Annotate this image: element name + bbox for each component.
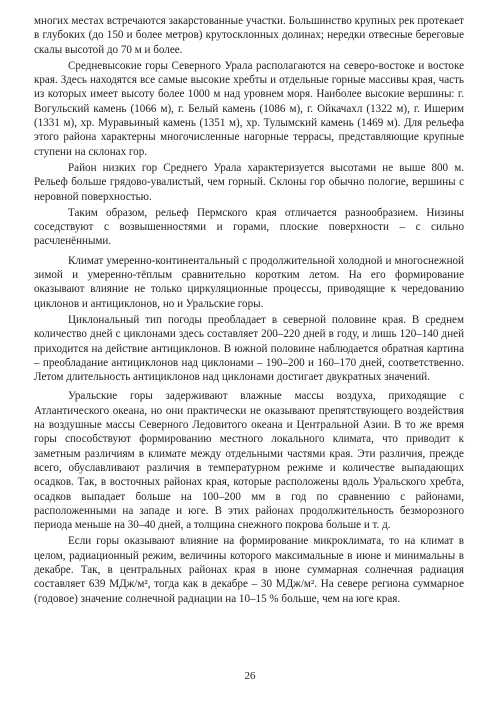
paragraph-cyclones: Циклональный тип погоды преобладает в северной половине края. В среднем количество дней с циклонами здесь составляет 200–220 дней в году, и лишь 120–140 дней приходится на действие антициклонов. В южной половине наблюдается обратная картина – преобладание антициклонов над циклонами – 190–200 и 160–170 дней, соответственно. Летом длительность антициклонов над циклонами достигает двукратных значений.	[34, 313, 464, 384]
page-number: 26	[244, 670, 256, 682]
paragraph-radiation: Если горы оказывают влияние на формирование микроклимата, то на климат в целом, радиационный режим, величины которого максимальные в июне и минимальны в декабре. Так, в центральных районах края в июне суммарная солнечная радиация составляет 639 МДж/м², тогда как в декабре – 30 МДж/м². На севере региона суммарное (годовое) значение солнечной радиации на 10–15 % больше, чем на юге края.	[34, 535, 464, 605]
paragraph-ural-mountains: Уральские горы задерживают влажные массы воздуха, приходящие с Атлантического океана, но они практически не оказывают препятствующего воздействия на воздушные массы Северного Ледовитого океана и Центральной Азии. В то же время горы способствуют формированию местного локального климата, что приводит к заметным различиям в климате между отдельными частями края. Эти различия, прежде всего, обуславливают различия в температурном режиме и количестве выпадающих осадков. Так, в восточных районах края, которые расположены вдоль Уральского хребта, осадков выпадает больше на 100–200 мм в год по сравнению с районами, расположенными на западе и юге. В этих районах продолжительность безморозного периода меньше на 30–40 дней, а толщина снежного покрова больше и т. д.	[34, 390, 464, 532]
paragraph-climate: Климат умеренно-континентальный с продолжительной холодной и многоснежной зимой и умеренно-тёплым сравнительно коротким летом. На его формирование оказывают влияние не только циркуляционные процессы, приводящие к чередованию циклонов и антициклонов, но и Уральские горы.	[34, 254, 464, 310]
document-page	[34, 14, 464, 608]
paragraph-relief-summary: Таким образом, рельеф Пермского края отличается разнообразием. Низины соседствуют с возвышенностями и горами, плоские поверхности – с сильно расчленёнными.	[34, 206, 464, 248]
paragraph-north-ural: Средневысокие горы Северного Урала располагаются на северо-востоке и востоке края. Здесь находятся все самые высокие хребты и отдельные горные массивы края, часть из которых имеет высоту более 1000 м над уровнем моря. Наиболее высокие вершины: г. Вогульский камень (1066 м), г. Белый камень (1086 м), г. Ойкачахл (1322 м), г. Ишерим (1331 м), хр. Муравьиный камень (1351 м), хр. Тулымский камень (1469 м). Для рельефа этого района характерны многочисленные нагорные террасы, представляющие крупные ступени на склонах гор.	[34, 59, 464, 158]
paragraph-middle-ural: Район низких гор Среднего Урала характеризуется высотами не выше 800 м. Рельеф больше грядово-увалистый, чем горный. Склоны гор обычно пологие, вершины с неровной поверхностью.	[34, 161, 464, 203]
paragraph-karst: многих местах встречаются закарстованные участки. Большинство крупных рек протекает в глубоких (до 150 и более метров) крутосклонных долинах; нередки отвесные береговые скалы высотой до 70 м и более.	[34, 15, 464, 56]
